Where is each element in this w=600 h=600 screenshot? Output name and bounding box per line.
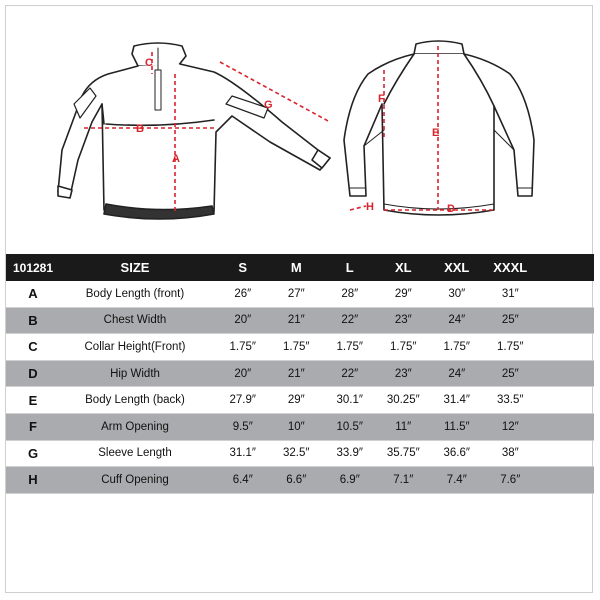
header-code: 101281 — [12, 260, 54, 275]
size-header-cell: L — [345, 260, 354, 275]
row-code: E — [28, 392, 38, 408]
value-cell: 21″ — [287, 367, 305, 380]
size-table — [6, 254, 594, 494]
value-cell: 28″ — [341, 287, 359, 300]
size-header-cell: M — [290, 260, 302, 275]
value-cell: 11.5″ — [443, 420, 470, 433]
value-cell: 20″ — [234, 367, 252, 380]
value-cell: 27.9″ — [229, 394, 256, 407]
size-header-cell: XL — [394, 260, 412, 275]
value-cell: 7.1″ — [393, 473, 414, 486]
value-cell: 29″ — [394, 287, 412, 300]
label-c: C — [145, 57, 153, 69]
table-row — [6, 281, 594, 308]
value-cell: 27″ — [287, 287, 305, 300]
table-header — [6, 254, 594, 281]
value-cell: 33.5″ — [497, 394, 524, 407]
table-row — [6, 308, 594, 335]
row-values — [216, 314, 537, 326]
label-b: B — [136, 123, 144, 135]
value-cell: 7.4″ — [446, 473, 467, 486]
label-g: G — [264, 99, 273, 111]
value-cell: 21″ — [287, 314, 305, 327]
value-cell: 30.1″ — [336, 394, 363, 407]
value-cell: 10″ — [287, 420, 305, 433]
value-cell: 6.4″ — [232, 473, 253, 486]
value-cell: 20″ — [234, 314, 252, 327]
value-cell: 7.6″ — [500, 473, 521, 486]
row-code: A — [28, 286, 38, 302]
value-cell: 10.5″ — [336, 420, 363, 433]
row-measurement-name: Cuff Opening — [101, 473, 169, 486]
value-cell: 23″ — [394, 367, 412, 380]
row-values — [216, 474, 537, 486]
row-measurement-name: Collar Height(Front) — [84, 340, 186, 353]
value-cell: 9.5″ — [232, 420, 253, 433]
size-header-cell: S — [238, 260, 248, 275]
header-sizes — [216, 260, 537, 275]
row-values — [216, 447, 537, 459]
table-row — [6, 387, 594, 414]
label-a: A — [172, 153, 180, 165]
value-cell: 22″ — [341, 367, 359, 380]
table-row — [6, 334, 594, 361]
value-cell: 33.9″ — [336, 447, 363, 460]
value-cell: 25″ — [501, 314, 519, 327]
value-cell: 36.6″ — [443, 447, 470, 460]
value-cell: 1.75″ — [336, 340, 363, 353]
header-size: SIZE — [120, 260, 150, 275]
value-cell: 35.75″ — [386, 447, 420, 460]
label-e: E — [432, 127, 440, 139]
value-cell: 1.75″ — [283, 340, 310, 353]
value-cell: 6.9″ — [339, 473, 360, 486]
row-values — [216, 421, 537, 433]
value-cell: 30.25″ — [386, 394, 420, 407]
value-cell: 1.75″ — [443, 340, 470, 353]
value-cell: 24″ — [448, 314, 466, 327]
label-f: F — [378, 93, 385, 105]
label-h: H — [366, 201, 374, 213]
row-code: F — [29, 419, 37, 435]
value-cell: 30″ — [448, 287, 466, 300]
value-cell: 23″ — [394, 314, 412, 327]
value-cell: 29″ — [287, 394, 305, 407]
row-measurement-name: Hip Width — [110, 367, 160, 380]
value-cell: 11″ — [395, 420, 412, 433]
value-cell: 31.1″ — [229, 447, 256, 460]
value-cell: 6.6″ — [286, 473, 307, 486]
row-values — [216, 288, 537, 300]
row-values — [216, 341, 537, 353]
jacket-diagram — [0, 0, 600, 250]
value-cell: 1.75″ — [229, 340, 256, 353]
table-row — [6, 467, 594, 494]
value-cell: 31″ — [501, 287, 519, 300]
row-measurement-name: Body Length (back) — [85, 394, 185, 407]
measure-h-line — [350, 206, 366, 210]
row-code: H — [28, 472, 38, 488]
value-cell: 12″ — [501, 420, 519, 433]
table-body — [6, 281, 594, 494]
row-measurement-name: Chest Width — [103, 314, 167, 327]
row-measurement-name: Arm Opening — [101, 420, 169, 433]
value-cell: 1.75″ — [390, 340, 417, 353]
value-cell: 38″ — [501, 447, 519, 460]
row-values — [216, 368, 537, 380]
row-measurement-name: Sleeve Length — [98, 447, 172, 460]
row-values — [216, 394, 537, 406]
table-row — [6, 361, 594, 388]
row-measurement-name: Body Length (front) — [85, 287, 185, 300]
row-code: C — [28, 339, 38, 355]
value-cell: 31.4″ — [443, 394, 470, 407]
row-code: D — [28, 366, 38, 382]
value-cell: 32.5″ — [283, 447, 310, 460]
front-jacket-outline — [58, 43, 330, 219]
value-cell: 1.75″ — [497, 340, 524, 353]
size-header-cell: XXL — [444, 260, 470, 275]
table-row — [6, 441, 594, 468]
value-cell: 22″ — [341, 314, 359, 327]
value-cell: 24″ — [448, 367, 466, 380]
value-cell: 25″ — [501, 367, 519, 380]
row-code: G — [27, 445, 39, 461]
size-header-cell: XXXL — [493, 260, 528, 275]
row-code: B — [28, 312, 38, 328]
label-d: D — [447, 203, 455, 215]
value-cell: 26″ — [234, 287, 252, 300]
table-row — [6, 414, 594, 441]
